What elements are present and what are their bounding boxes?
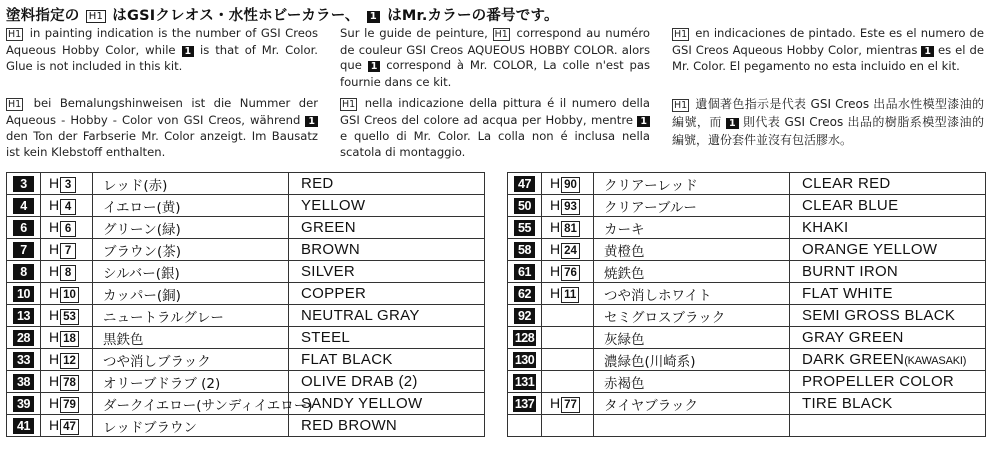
color-name-english: [790, 349, 986, 371]
color-name-english-text: BROWN: [301, 241, 360, 258]
color-name-english-text: DARK GREEN: [802, 351, 905, 368]
color-name-english: [289, 327, 485, 349]
color-name-english-text: SEMI GROSS BLACK: [802, 307, 956, 324]
table-row: [508, 305, 986, 327]
h-prefix: H: [49, 262, 60, 279]
mr-color-number: 8: [13, 264, 34, 280]
table-row: [508, 239, 986, 261]
hobby-color-number-cell: [542, 371, 594, 393]
color-name-english: [289, 305, 485, 327]
table-row: [7, 305, 485, 327]
h-prefix: H: [49, 394, 60, 411]
h-number-box: 90: [561, 177, 580, 193]
color-name-english: [289, 415, 485, 437]
h-number-box: 81: [561, 221, 580, 237]
mr-color-number-cell: [7, 393, 41, 415]
hobby-color-number-cell: [542, 327, 594, 349]
color-name-english: [289, 393, 485, 415]
mr-color-number: 62: [514, 286, 535, 302]
h-number-box: 8: [60, 265, 76, 281]
mr-color-number: 4: [13, 198, 34, 214]
table-row: [7, 261, 485, 283]
hobby-color-number-cell: [542, 195, 594, 217]
hobby-color-number: [49, 241, 76, 257]
color-name-japanese: カーキ: [594, 217, 790, 239]
mr-color-number: 47: [514, 176, 535, 192]
color-name-japanese: クリアーブルー: [594, 195, 790, 217]
table-row: [7, 217, 485, 239]
mr-color-number: 131: [514, 374, 535, 389]
color-name-japanese: 黒鉄色: [93, 327, 289, 349]
color-name-english: [790, 305, 986, 327]
h-number-box: 7: [60, 243, 76, 259]
table-row: [7, 415, 485, 437]
hobby-color-number-cell: [41, 371, 93, 393]
mr-color-number-cell: [508, 217, 542, 239]
h-number-box: 47: [60, 419, 79, 435]
mr-color-number-cell: [508, 283, 542, 305]
table-row: [7, 195, 485, 217]
h-number-box: 77: [561, 397, 580, 413]
mr-color-number-cell: [7, 327, 41, 349]
mr-color-number: 28: [13, 330, 34, 346]
h-prefix: H: [49, 306, 60, 323]
color-name-english-text: NEUTRAL GRAY: [301, 307, 420, 324]
mr-color-number-cell: [508, 371, 542, 393]
color-name-japanese: ニュートラルグレー: [93, 305, 289, 327]
color-name-english: [289, 371, 485, 393]
b-box: 1: [921, 46, 934, 57]
hobby-color-number-cell: [542, 239, 594, 261]
mr-color-number-cell: [508, 261, 542, 283]
h-number-box: 24: [561, 243, 580, 259]
table-row: [508, 349, 986, 371]
table-row: [508, 195, 986, 217]
color-name-japanese: オリーブドラブ (2): [93, 371, 289, 393]
mr-color-number-cell: [7, 217, 41, 239]
mr-color-number-cell: [508, 415, 542, 437]
h-box: H1: [674, 100, 688, 111]
hobby-color-number-cell: [542, 283, 594, 305]
hobby-color-number-cell: [41, 393, 93, 415]
color-name-english: [790, 173, 986, 195]
hobby-color-number: [49, 263, 76, 279]
h-prefix: H: [49, 240, 60, 257]
color-name-english: [289, 217, 485, 239]
h-prefix: H: [49, 328, 60, 345]
hobby-color-number: [49, 219, 76, 235]
mr-color-number: 10: [13, 286, 34, 302]
hobby-color-number-cell: [41, 173, 93, 195]
hobby-color-number: [49, 395, 79, 411]
table-row: [508, 393, 986, 415]
color-name-japanese: レッドブラウン: [93, 415, 289, 437]
color-name-english-text: STEEL: [301, 329, 351, 346]
mr-color-number: 128: [514, 330, 535, 345]
color-name-english-text: GREEN: [301, 219, 356, 236]
paragraph-chinese: H1 遺個著色指示是代表 GSI Creos 出品水性模型漆油的編號，而 1 則代表 GSI Creos 出品的樹脂系模型漆油的編號，遺份套件並沒有包活膠水。: [672, 97, 984, 147]
table-row: [508, 173, 986, 195]
color-name-english-sub: (KAWASAKI): [904, 355, 967, 367]
color-name-english: [790, 327, 986, 349]
color-name-japanese: タイヤブラック: [594, 393, 790, 415]
color-name-english: [790, 195, 986, 217]
h-prefix: H: [49, 284, 60, 301]
h-number-box: 78: [60, 375, 79, 391]
color-name-japanese: 灰緑色: [594, 327, 790, 349]
h-number-box: 10: [60, 287, 79, 303]
paragraph-french: Sur le guide de peinture, H1 correspond au numéro de couleur GSI Creos AQUEOUS HOBBY COLOR. alors que 1 correspond à Mr. COLOR, La colle n'est pas fournie dans ce kit.: [340, 26, 651, 89]
table-row: [508, 415, 986, 437]
h-number-box: 11: [561, 287, 579, 303]
h-number-box: 93: [561, 199, 580, 215]
hobby-color-number-cell: [542, 305, 594, 327]
hobby-color-number-cell: [41, 195, 93, 217]
color-name-english-text: GRAY GREEN: [802, 329, 904, 346]
mr-color-number-cell: [7, 371, 41, 393]
mr-color-number: 13: [13, 308, 34, 324]
h-prefix: H: [49, 350, 60, 367]
hobby-color-number-cell: [41, 217, 93, 239]
color-name-english: [790, 283, 986, 305]
mr-color-number-cell: [7, 305, 41, 327]
mr-color-number-cell: [508, 239, 542, 261]
hobby-color-number: [49, 307, 79, 323]
mr-color-number: 92: [514, 308, 535, 324]
hobby-color-number: [49, 175, 76, 191]
table-row: [508, 217, 986, 239]
hobby-color-number-cell: [542, 261, 594, 283]
mr-color-number: 41: [13, 418, 34, 434]
mr-color-number: 58: [514, 242, 535, 258]
mr-color-number-cell: [508, 327, 542, 349]
hobby-color-number: [550, 285, 579, 301]
color-name-japanese: つや消しホワイト: [594, 283, 790, 305]
h-prefix: H: [550, 284, 561, 301]
hobby-color-number-cell: [41, 415, 93, 437]
color-name-japanese: 焼鉄色: [594, 261, 790, 283]
page-title: 塗料指定の H1 はGSIクレオス・水性ホビーカラー、 1 はMr.カラーの番号です。: [6, 8, 559, 24]
color-name-japanese: つや消しブラック: [93, 349, 289, 371]
color-name-english-text: ORANGE YELLOW: [802, 241, 938, 258]
color-name-japanese: 赤褐色: [594, 371, 790, 393]
h-number-box: 76: [561, 265, 580, 281]
color-name-japanese: 黄橙色: [594, 239, 790, 261]
mr-color-number-cell: [7, 349, 41, 371]
table-row: [7, 371, 485, 393]
mr-color-number-cell: [508, 349, 542, 371]
table-row: [7, 393, 485, 415]
h-number-box: 18: [60, 331, 79, 347]
hobby-color-number: [49, 329, 79, 345]
b-box: 1: [182, 46, 195, 57]
table-row: [508, 261, 986, 283]
hobby-color-number-cell: [542, 173, 594, 195]
hobby-color-number: [49, 197, 76, 213]
color-name-english-text: COPPER: [301, 285, 367, 302]
h-prefix: H: [550, 240, 561, 257]
color-name-english-text: CLEAR RED: [802, 175, 891, 192]
h-box: H1: [494, 29, 508, 40]
color-name-english: [790, 261, 986, 283]
color-name-japanese: クリアーレッド: [594, 173, 790, 195]
mr-color-number: 137: [514, 396, 535, 411]
hobby-color-number: [49, 417, 79, 433]
mr-color-number: 7: [13, 242, 34, 258]
h-prefix: H: [550, 394, 561, 411]
color-name-japanese: カッパー(銅): [93, 283, 289, 305]
color-name-japanese: ダークイエロー(サンディイエロー): [93, 393, 289, 415]
table-row: [7, 173, 485, 195]
table-row: [508, 371, 986, 393]
color-name-japanese: 濃緑色(川崎系): [594, 349, 790, 371]
paragraph-german: H1 bei Bemalungshinweisen ist die Nummer der Aqueous - Hobby - Color von GSI Creos, während 1 den Ton der Farbserie Mr. Color anzeigt. Im Bausatz ist kein Klebstoff enthalten.: [6, 96, 318, 159]
color-table-left: [6, 172, 485, 437]
h-number-box: 53: [60, 309, 79, 325]
hobby-color-number: [550, 175, 580, 191]
h-number-box: 79: [60, 397, 79, 413]
color-table-right: [507, 172, 986, 437]
hobby-color-number-cell: [542, 415, 594, 437]
color-name-english: [289, 173, 485, 195]
color-name-english: [289, 283, 485, 305]
color-name-english-text: BURNT IRON: [802, 263, 899, 280]
h-number-box: 6: [60, 221, 76, 237]
b-box: 1: [305, 116, 318, 127]
table-row: [7, 327, 485, 349]
color-name-english-text: FLAT BLACK: [301, 351, 393, 368]
color-name-japanese: レッド(赤): [93, 173, 289, 195]
color-name-japanese: セミグロスブラック: [594, 305, 790, 327]
color-name-english: [289, 239, 485, 261]
hobby-color-number: [550, 197, 580, 213]
hobby-color-number-cell: [542, 393, 594, 415]
h-box: H1: [86, 10, 106, 23]
b-box: 1: [637, 116, 650, 127]
hobby-color-number-cell: [41, 261, 93, 283]
h-prefix: H: [49, 416, 60, 433]
hobby-color-number-cell: [542, 349, 594, 371]
paragraph-spanish: H1 en indicaciones de pintado. Este es el numero de GSI Creos Aqueous Hobby Color, mientras 1 es el de Mr. Color. El pegamento no esta incluido en el kit.: [672, 26, 984, 73]
mr-color-number: 130: [514, 352, 535, 367]
color-name-english: [790, 371, 986, 393]
table-row: [508, 327, 986, 349]
h-box: H1: [8, 29, 22, 40]
h-box: H1: [8, 99, 22, 110]
hobby-color-number-cell: [41, 349, 93, 371]
mr-color-number-cell: [7, 195, 41, 217]
color-name-english: [289, 349, 485, 371]
color-name-english-text: OLIVE DRAB (2): [301, 373, 418, 390]
color-name-japanese: [594, 415, 790, 437]
mr-color-number-cell: [7, 239, 41, 261]
color-name-english-text: RED BROWN: [301, 417, 398, 434]
h-box: H1: [674, 29, 688, 40]
h-prefix: H: [49, 174, 60, 191]
b-box: 1: [726, 118, 739, 129]
mr-color-number: 33: [13, 352, 34, 368]
color-name-english-text: KHAKI: [802, 219, 849, 236]
color-name-english-text: TIRE BLACK: [802, 395, 893, 412]
hobby-color-number-cell: [41, 327, 93, 349]
paragraph-italian: H1 nella indicazione della pittura é il numero della GSI Creos del colore ad acqua per Hobby, mentre 1 e quello di Mr. Color. La colla non é inclusa nella scatola di montaggio.: [340, 96, 650, 159]
hobby-color-number: [49, 373, 79, 389]
h-box: H1: [342, 99, 356, 110]
h-prefix: H: [49, 196, 60, 213]
hobby-color-number-cell: [41, 305, 93, 327]
color-name-english-text: FLAT WHITE: [802, 285, 893, 302]
color-name-english: [790, 217, 986, 239]
mr-color-number-cell: [7, 173, 41, 195]
hobby-color-number: [550, 219, 580, 235]
color-name-english-text: YELLOW: [301, 197, 366, 214]
color-name-english: [790, 239, 986, 261]
table-row: [7, 349, 485, 371]
color-name-english-text: PROPELLER COLOR: [802, 373, 955, 390]
color-name-english-text: SANDY YELLOW: [301, 395, 423, 412]
hobby-color-number: [49, 351, 79, 367]
mr-color-number-cell: [7, 283, 41, 305]
h-prefix: H: [49, 372, 60, 389]
mr-color-number-cell: [508, 393, 542, 415]
hobby-color-number: [550, 241, 580, 257]
mr-color-number: 61: [514, 264, 535, 280]
mr-color-number: 6: [13, 220, 34, 236]
color-name-english: [790, 393, 986, 415]
paragraph-english: H1 in painting indication is the number of GSI Creos Aqueous Hobby Color, while 1 is that of Mr. Color. Glue is not included in this kit.: [6, 26, 319, 73]
h-prefix: H: [49, 218, 60, 235]
table-row: [7, 283, 485, 305]
h-number-box: 12: [60, 353, 79, 369]
hobby-color-number: [49, 285, 79, 301]
h-prefix: H: [550, 218, 561, 235]
h-prefix: H: [550, 196, 561, 213]
hobby-color-number-cell: [542, 217, 594, 239]
table-row: [508, 283, 986, 305]
table-row: [7, 239, 485, 261]
hobby-color-number: [550, 263, 580, 279]
color-name-english-text: SILVER: [301, 263, 356, 280]
b-box: 1: [368, 61, 381, 72]
color-name-japanese: グリーン(緑): [93, 217, 289, 239]
mr-color-number-cell: [7, 415, 41, 437]
mr-color-number-cell: [508, 173, 542, 195]
color-name-english-text: CLEAR BLUE: [802, 197, 899, 214]
color-name-japanese: イエロー(黄): [93, 195, 289, 217]
mr-color-number: 39: [13, 396, 34, 412]
h-number-box: 3: [60, 177, 76, 193]
hobby-color-number-cell: [41, 283, 93, 305]
h-number-box: 4: [60, 199, 76, 215]
hobby-color-number: [550, 395, 580, 411]
mr-color-number: 50: [514, 198, 535, 214]
b-box: 1: [367, 11, 380, 23]
h-prefix: H: [550, 174, 561, 191]
mr-color-number: 55: [514, 220, 535, 236]
color-name-english: [790, 415, 986, 437]
color-name-english: [289, 261, 485, 283]
color-name-english: [289, 195, 485, 217]
mr-color-number-cell: [508, 305, 542, 327]
h-prefix: H: [550, 262, 561, 279]
mr-color-number: 38: [13, 374, 34, 390]
hobby-color-number-cell: [41, 239, 93, 261]
color-name-english-text: RED: [301, 175, 334, 192]
mr-color-number-cell: [7, 261, 41, 283]
mr-color-number: 3: [13, 176, 34, 192]
mr-color-number-cell: [508, 195, 542, 217]
color-name-japanese: シルバー(銀): [93, 261, 289, 283]
color-name-japanese: ブラウン(茶): [93, 239, 289, 261]
